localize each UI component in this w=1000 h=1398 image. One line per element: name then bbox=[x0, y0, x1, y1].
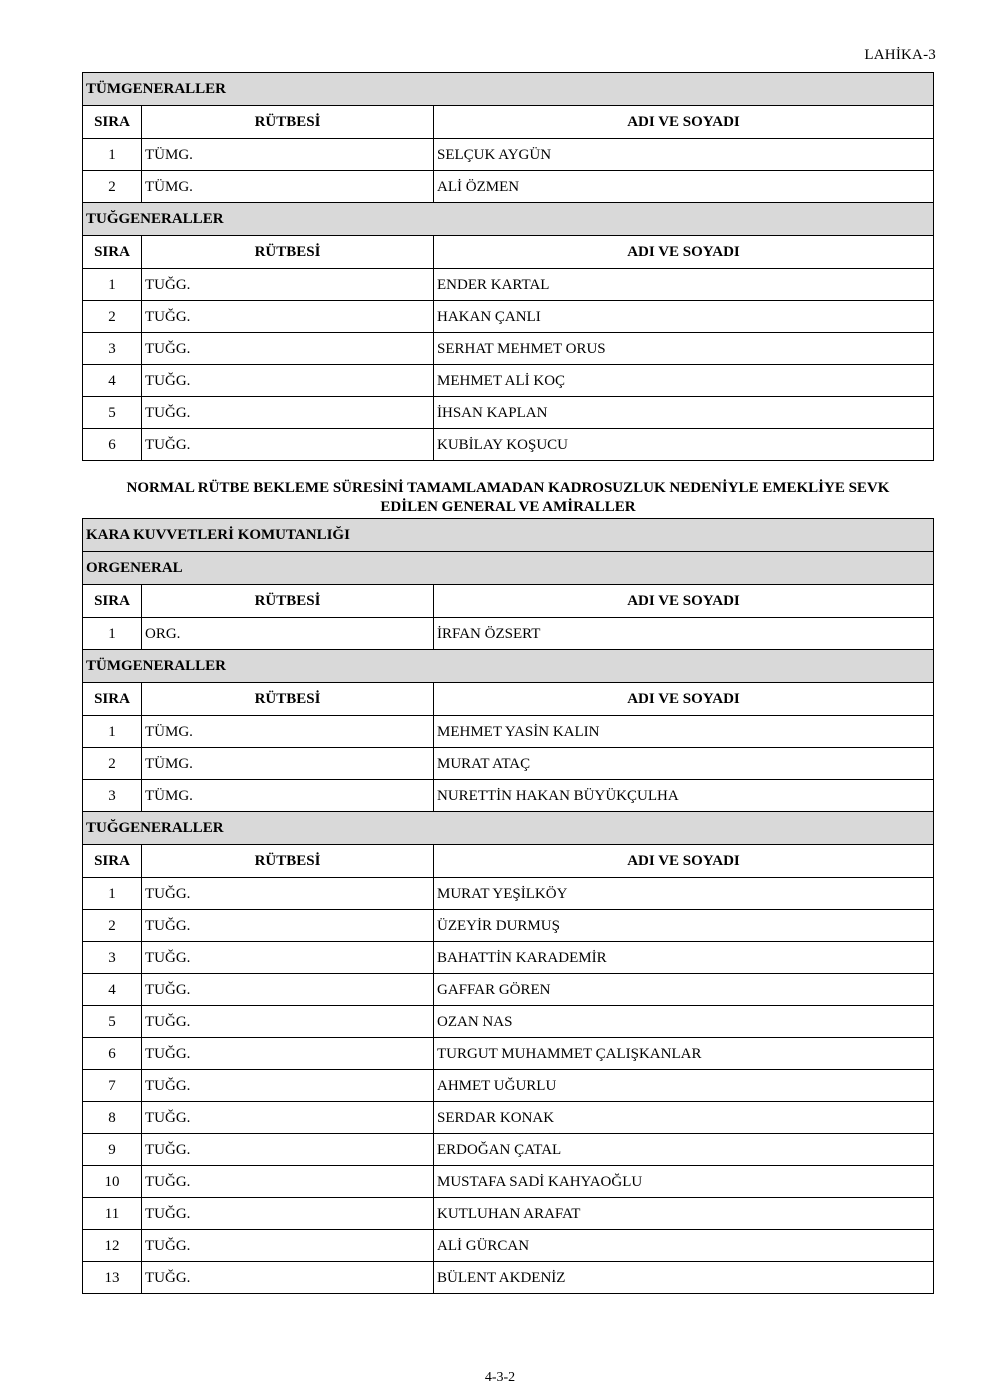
column-header-row bbox=[83, 236, 934, 269]
row-rank: TUĞG. bbox=[142, 1006, 434, 1038]
row-rank: TUĞG. bbox=[142, 333, 434, 365]
row-sira: 10 bbox=[83, 1166, 142, 1198]
column-header-rank: RÜTBESİ bbox=[142, 236, 434, 269]
row-name: MEHMET YASİN KALIN bbox=[434, 716, 934, 748]
row-name: ENDER KARTAL bbox=[434, 269, 934, 301]
column-header-rank: RÜTBESİ bbox=[142, 683, 434, 716]
row-name: MUSTAFA SADİ KAHYAOĞLU bbox=[434, 1166, 934, 1198]
section-row bbox=[83, 552, 934, 585]
table-row bbox=[83, 1198, 934, 1230]
row-sira: 2 bbox=[83, 301, 142, 333]
row-sira: 2 bbox=[83, 748, 142, 780]
column-header-name: ADI VE SOYADI bbox=[434, 683, 934, 716]
table-row bbox=[83, 1230, 934, 1262]
row-rank: TUĞG. bbox=[142, 1262, 434, 1294]
row-name: NURETTİN HAKAN BÜYÜKÇULHA bbox=[434, 780, 934, 812]
table-block-1 bbox=[82, 72, 934, 461]
row-sira: 9 bbox=[83, 1134, 142, 1166]
row-sira: 11 bbox=[83, 1198, 142, 1230]
row-rank: TUĞG. bbox=[142, 1198, 434, 1230]
row-rank: TUĞG. bbox=[142, 397, 434, 429]
row-rank: TUĞG. bbox=[142, 1230, 434, 1262]
table-row bbox=[83, 780, 934, 812]
row-rank: TUĞG. bbox=[142, 1102, 434, 1134]
row-sira: 6 bbox=[83, 1038, 142, 1070]
row-sira: 3 bbox=[83, 942, 142, 974]
row-name: GAFFAR GÖREN bbox=[434, 974, 934, 1006]
row-name: MEHMET ALİ KOÇ bbox=[434, 365, 934, 397]
list-heading-line-2: EDİLEN GENERAL VE AMİRALLER bbox=[380, 499, 636, 515]
table-row bbox=[83, 618, 934, 650]
table-block-2 bbox=[82, 518, 934, 1294]
row-name: AHMET UĞURLU bbox=[434, 1070, 934, 1102]
table-row bbox=[83, 301, 934, 333]
table-row bbox=[83, 269, 934, 301]
row-name: HAKAN ÇANLI bbox=[434, 301, 934, 333]
row-name: SERDAR KONAK bbox=[434, 1102, 934, 1134]
section-row bbox=[83, 650, 934, 683]
row-rank: TUĞG. bbox=[142, 1166, 434, 1198]
row-rank: TÜMG. bbox=[142, 780, 434, 812]
row-sira: 1 bbox=[83, 269, 142, 301]
list-heading-line-1: NORMAL RÜTBE BEKLEME SÜRESİNİ TAMAMLAMADAN KADROSUZLUK NEDENİYLE EMEKLİYE SEVK bbox=[126, 480, 890, 496]
table-row bbox=[83, 942, 934, 974]
row-rank: TUĞG. bbox=[142, 365, 434, 397]
table-row bbox=[83, 974, 934, 1006]
personnel-table-2 bbox=[82, 518, 934, 1294]
row-sira: 7 bbox=[83, 1070, 142, 1102]
row-sira: 3 bbox=[83, 780, 142, 812]
column-header-sira: SIRA bbox=[83, 683, 142, 716]
row-sira: 1 bbox=[83, 618, 142, 650]
page-number: 4-3-2 bbox=[484, 1370, 516, 1385]
table-row bbox=[83, 1134, 934, 1166]
row-name: ALİ ÖZMEN bbox=[434, 171, 934, 203]
command-title: KARA KUVVETLERİ KOMUTANLIĞI bbox=[83, 519, 934, 552]
table-row bbox=[83, 1006, 934, 1038]
section-title: ORGENERAL bbox=[83, 552, 934, 585]
row-sira: 8 bbox=[83, 1102, 142, 1134]
column-header-rank: RÜTBESİ bbox=[142, 106, 434, 139]
row-rank: TUĞG. bbox=[142, 1038, 434, 1070]
row-rank: TUĞG. bbox=[142, 974, 434, 1006]
section-row bbox=[83, 812, 934, 845]
row-rank: TÜMG. bbox=[142, 139, 434, 171]
row-name: İHSAN KAPLAN bbox=[434, 397, 934, 429]
row-sira: 5 bbox=[83, 1006, 142, 1038]
section-title: TUĞGENERALLER bbox=[83, 812, 934, 845]
row-name: ERDOĞAN ÇATAL bbox=[434, 1134, 934, 1166]
table-row bbox=[83, 910, 934, 942]
column-header-sira: SIRA bbox=[83, 585, 142, 618]
row-sira: 1 bbox=[83, 139, 142, 171]
row-rank: TUĞG. bbox=[142, 942, 434, 974]
row-name: TURGUT MUHAMMET ÇALIŞKANLAR bbox=[434, 1038, 934, 1070]
table-row bbox=[83, 139, 934, 171]
table-row bbox=[83, 1038, 934, 1070]
row-rank: TUĞG. bbox=[142, 301, 434, 333]
column-header-row bbox=[83, 845, 934, 878]
row-name: BAHATTİN KARADEMİR bbox=[434, 942, 934, 974]
row-rank: TUĞG. bbox=[142, 878, 434, 910]
row-sira: 2 bbox=[83, 910, 142, 942]
table-row bbox=[83, 1102, 934, 1134]
table-row bbox=[83, 333, 934, 365]
table-row bbox=[83, 878, 934, 910]
table-row bbox=[83, 716, 934, 748]
table-row bbox=[83, 365, 934, 397]
row-rank: TUĞG. bbox=[142, 1070, 434, 1102]
row-name: SELÇUK AYGÜN bbox=[434, 139, 934, 171]
row-name: MURAT YEŞİLKÖY bbox=[434, 878, 934, 910]
row-rank: TÜMG. bbox=[142, 716, 434, 748]
column-header-row bbox=[83, 106, 934, 139]
row-sira: 13 bbox=[83, 1262, 142, 1294]
column-header-name: ADI VE SOYADI bbox=[434, 236, 934, 269]
row-rank: TUĞG. bbox=[142, 269, 434, 301]
row-sira: 4 bbox=[83, 365, 142, 397]
table-row bbox=[83, 397, 934, 429]
row-sira: 4 bbox=[83, 974, 142, 1006]
column-header-sira: SIRA bbox=[83, 236, 142, 269]
row-rank: TUĞG. bbox=[142, 1134, 434, 1166]
column-header-sira: SIRA bbox=[83, 106, 142, 139]
section-title: TUĞGENERALLER bbox=[83, 203, 934, 236]
row-sira: 6 bbox=[83, 429, 142, 461]
row-name: KUBİLAY KOŞUCU bbox=[434, 429, 934, 461]
column-header-row bbox=[83, 585, 934, 618]
column-header-rank: RÜTBESİ bbox=[142, 845, 434, 878]
row-rank: ORG. bbox=[142, 618, 434, 650]
row-rank: TUĞG. bbox=[142, 910, 434, 942]
command-row bbox=[83, 519, 934, 552]
column-header-name: ADI VE SOYADI bbox=[434, 585, 934, 618]
row-name: MURAT ATAÇ bbox=[434, 748, 934, 780]
row-sira: 5 bbox=[83, 397, 142, 429]
row-name: BÜLENT AKDENİZ bbox=[434, 1262, 934, 1294]
row-rank: TÜMG. bbox=[142, 171, 434, 203]
section-title: TÜMGENERALLER bbox=[83, 73, 934, 106]
personnel-table-1 bbox=[82, 72, 934, 461]
list-heading bbox=[82, 479, 934, 517]
row-sira: 3 bbox=[83, 333, 142, 365]
column-header-sira: SIRA bbox=[83, 845, 142, 878]
row-name: ÜZEYİR DURMUŞ bbox=[434, 910, 934, 942]
row-sira: 2 bbox=[83, 171, 142, 203]
column-header-name: ADI VE SOYADI bbox=[434, 106, 934, 139]
row-rank: TUĞG. bbox=[142, 429, 434, 461]
section-row bbox=[83, 203, 934, 236]
row-name: KUTLUHAN ARAFAT bbox=[434, 1198, 934, 1230]
column-header-name: ADI VE SOYADI bbox=[434, 845, 934, 878]
column-header-row bbox=[83, 683, 934, 716]
table-row bbox=[83, 748, 934, 780]
row-sira: 1 bbox=[83, 878, 142, 910]
table-row bbox=[83, 1262, 934, 1294]
section-row bbox=[83, 73, 934, 106]
row-name: SERHAT MEHMET ORUS bbox=[434, 333, 934, 365]
column-header-rank: RÜTBESİ bbox=[142, 585, 434, 618]
table-row bbox=[83, 171, 934, 203]
row-name: ALİ GÜRCAN bbox=[434, 1230, 934, 1262]
section-title: TÜMGENERALLER bbox=[83, 650, 934, 683]
row-rank: TÜMG. bbox=[142, 748, 434, 780]
row-name: İRFAN ÖZSERT bbox=[434, 618, 934, 650]
table-row bbox=[83, 1166, 934, 1198]
page-label: LAHİKA-3 bbox=[864, 47, 936, 63]
row-sira: 1 bbox=[83, 716, 142, 748]
row-name: OZAN NAS bbox=[434, 1006, 934, 1038]
table-row bbox=[83, 429, 934, 461]
row-sira: 12 bbox=[83, 1230, 142, 1262]
table-row bbox=[83, 1070, 934, 1102]
